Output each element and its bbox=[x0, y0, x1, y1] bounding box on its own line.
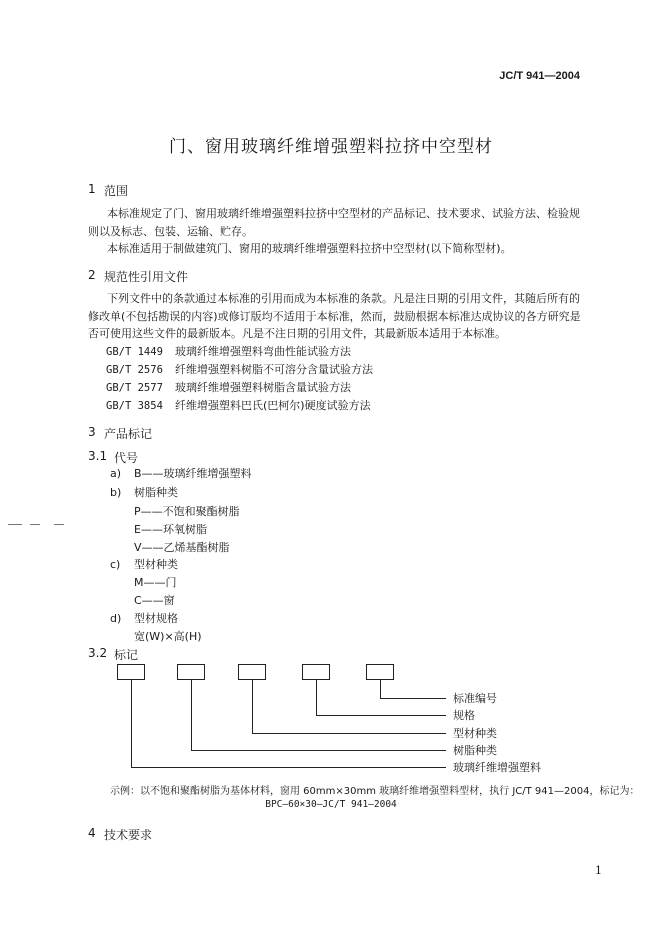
ref-code: GB/T 2576 bbox=[106, 364, 163, 376]
section-3-1-number: 3.1 bbox=[88, 449, 108, 463]
ref-title: 纤维增强塑料巴氏(巴柯尔)硬度试验方法 bbox=[175, 399, 371, 412]
leader-vertical bbox=[131, 680, 132, 768]
section-2-number: 2 bbox=[88, 268, 96, 282]
leader-horizontal bbox=[131, 767, 446, 768]
marking-box-resin bbox=[177, 664, 205, 680]
ref-title: 纤维增强塑料树脂不可溶分含量试验方法 bbox=[175, 363, 373, 376]
section-1-paragraph-2: 本标准适用于制做建筑门、窗用的玻璃纤维增强塑料拉挤中空型材(以下简称型材)。 bbox=[107, 242, 512, 255]
ref-code: GB/T 1449 bbox=[106, 346, 163, 358]
page-number: 1 bbox=[595, 864, 602, 877]
standard-code: JC/T 941—2004 bbox=[499, 70, 580, 82]
section-2-paragraph-cont-2: 否可使用这些文件的最新版本。凡是不注日期的引用文件，其最新版本适用于本标准。 bbox=[88, 327, 506, 340]
marking-box-profile-type bbox=[238, 664, 266, 680]
marking-box-material bbox=[117, 664, 145, 680]
diagram-label: 标准编号 bbox=[453, 692, 497, 705]
diagram-label: 树脂种类 bbox=[453, 744, 497, 757]
item-b-option: E——环氧树脂 bbox=[134, 523, 207, 536]
margin-mark bbox=[8, 524, 22, 525]
leader-vertical bbox=[252, 680, 253, 734]
item-b-text: 树脂种类 bbox=[134, 486, 178, 499]
item-c-option: C——窗 bbox=[134, 594, 175, 607]
section-2-paragraph: 下列文件中的条款通过本标准的引用而成为本标准的条款。凡是注日期的引用文件，其随后所有的 bbox=[107, 292, 580, 305]
section-1-paragraph-1-cont: 则以及标志、包装、运输、贮存。 bbox=[88, 225, 253, 238]
item-c-text: 型材种类 bbox=[134, 558, 178, 571]
item-a-mark: a) bbox=[110, 467, 122, 480]
item-b-option: P——不饱和聚酯树脂 bbox=[134, 505, 240, 518]
leader-horizontal bbox=[252, 733, 446, 734]
section-3-2-heading: 标记 bbox=[114, 648, 139, 662]
item-d-option: 宽(W)×高(H) bbox=[134, 630, 202, 643]
ref-title: 玻璃纤维增强塑料树脂含量试验方法 bbox=[175, 381, 351, 394]
marking-box-size bbox=[302, 664, 330, 680]
diagram-label: 型材种类 bbox=[453, 727, 497, 740]
ref-title: 玻璃纤维增强塑料弯曲性能试验方法 bbox=[175, 345, 351, 358]
section-4-number: 4 bbox=[88, 826, 96, 840]
item-c-option: M——门 bbox=[134, 576, 177, 589]
item-a-text: B——玻璃纤维增强塑料 bbox=[134, 467, 252, 480]
leader-horizontal bbox=[316, 715, 446, 716]
leader-vertical bbox=[380, 680, 381, 699]
marking-box-standard bbox=[366, 664, 394, 680]
section-1-number: 1 bbox=[88, 182, 96, 196]
section-1-paragraph-1: 本标准规定了门、窗用玻璃纤维增强塑料拉挤中空型材的产品标记、技术要求、试验方法、检验规 bbox=[107, 207, 580, 220]
example-text: 示例：以不饱和聚酯树脂为基体材料，窗用 60mm×30mm 玻璃纤维增强塑料型材，执行 JC/T 941—2004，标记为： bbox=[110, 786, 640, 797]
section-2-paragraph-cont-1: 修改单(不包括勘误的内容)或修订版均不适用于本标准，然而，鼓励根据本标准达成协议的各方研究是 bbox=[88, 310, 581, 323]
section-2-heading: 规范性引用文件 bbox=[104, 270, 189, 284]
example-mark: BPC—60×30—JC/T 941—2004 bbox=[265, 799, 397, 810]
diagram-label: 规格 bbox=[453, 709, 475, 722]
ref-code: GB/T 2577 bbox=[106, 382, 163, 394]
margin-mark bbox=[54, 524, 64, 525]
leader-horizontal bbox=[380, 698, 446, 699]
section-3-1-heading: 代号 bbox=[114, 451, 139, 465]
diagram-label: 玻璃纤维增强塑料 bbox=[453, 761, 541, 774]
section-3-2-number: 3.2 bbox=[88, 646, 108, 660]
item-b-mark: b) bbox=[110, 486, 122, 499]
leader-vertical bbox=[191, 680, 192, 751]
leader-vertical bbox=[316, 680, 317, 716]
section-4-heading: 技术要求 bbox=[104, 828, 153, 842]
item-b-option: V——乙烯基酯树脂 bbox=[134, 541, 230, 554]
section-1-heading: 范围 bbox=[104, 184, 129, 198]
ref-code: GB/T 3854 bbox=[106, 400, 163, 412]
item-d-mark: d) bbox=[110, 612, 122, 625]
leader-horizontal bbox=[191, 750, 446, 751]
section-3-number: 3 bbox=[88, 425, 96, 439]
item-d-text: 型材规格 bbox=[134, 612, 178, 625]
item-c-mark: c) bbox=[110, 558, 121, 571]
margin-mark bbox=[30, 524, 40, 525]
section-3-heading: 产品标记 bbox=[104, 427, 153, 441]
document-title: 门、窗用玻璃纤维增强塑料拉挤中空型材 bbox=[169, 137, 493, 157]
